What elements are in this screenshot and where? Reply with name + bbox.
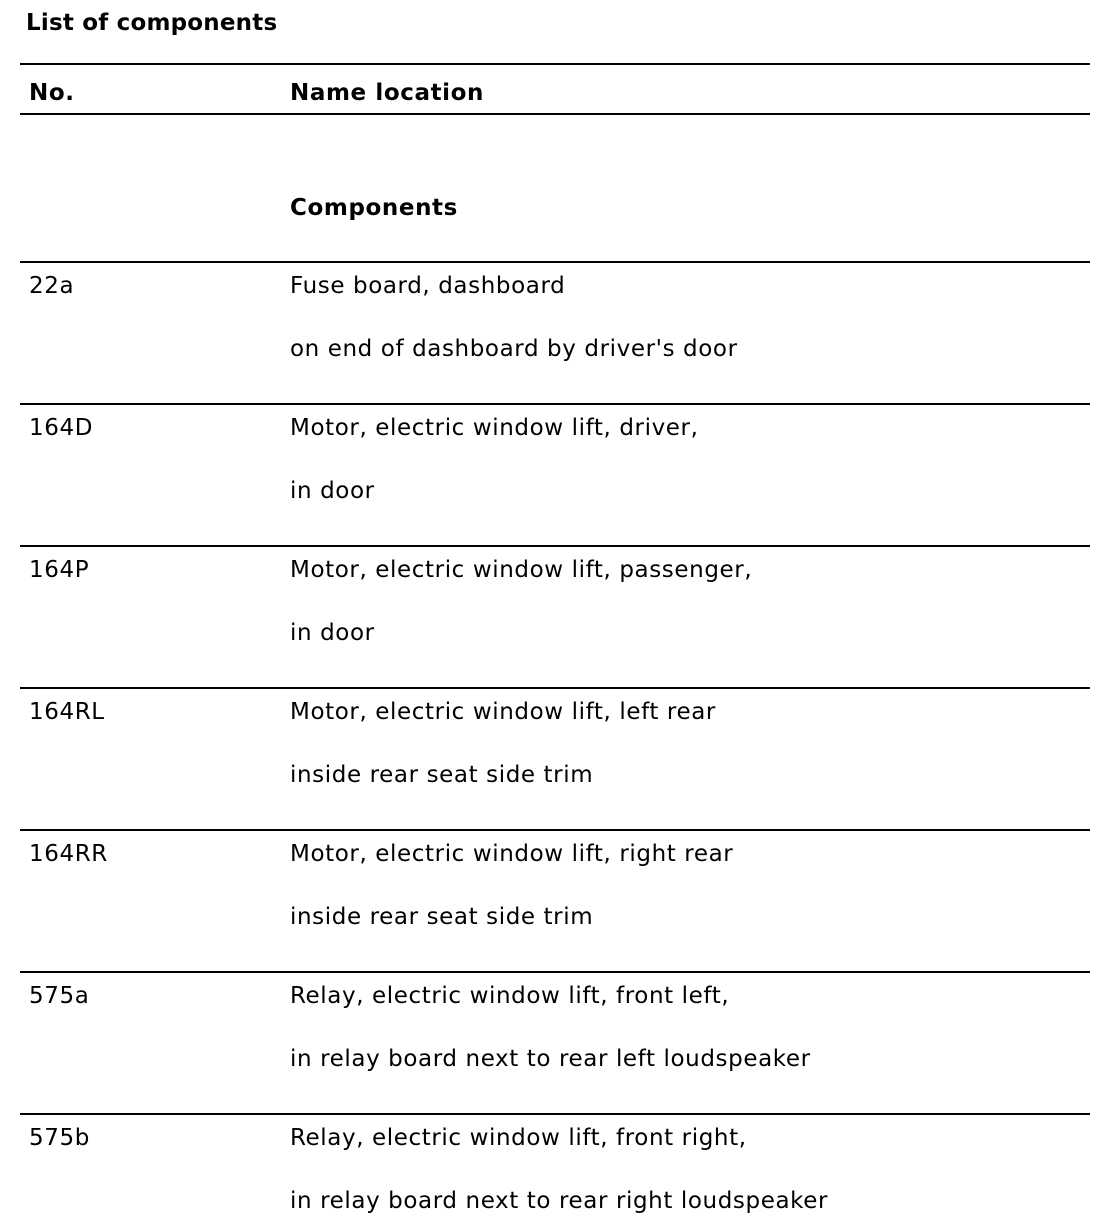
table-top-rule <box>20 63 1090 65</box>
component-location: in relay board next to rear right loudspeaker <box>290 1188 829 1214</box>
component-location: inside rear seat side trim <box>290 762 594 788</box>
table-row <box>20 1113 1090 1232</box>
column-header-name-location: Name location <box>290 80 485 106</box>
row-divider <box>20 971 1090 973</box>
row-divider <box>20 403 1090 405</box>
row-divider <box>20 545 1090 547</box>
component-number: 164D <box>29 415 94 441</box>
row-divider <box>20 687 1090 689</box>
section-label: Components <box>290 195 458 221</box>
component-name: Motor, electric window lift, right rear <box>290 841 734 867</box>
component-number: 164RL <box>29 699 105 725</box>
component-name: Relay, electric window lift, front right, <box>290 1125 747 1151</box>
component-number: 575a <box>29 983 90 1009</box>
table-row <box>20 971 1090 1113</box>
column-header-no: No. <box>29 80 75 106</box>
component-location: in door <box>290 478 375 504</box>
table-row <box>20 829 1090 971</box>
component-name: Relay, electric window lift, front left, <box>290 983 730 1009</box>
component-location: in door <box>290 620 375 646</box>
component-location: in relay board next to rear left loudspeaker <box>290 1046 811 1072</box>
row-divider <box>20 261 1090 263</box>
component-location: inside rear seat side trim <box>290 904 594 930</box>
table-row <box>20 687 1090 829</box>
component-name: Motor, electric window lift, driver, <box>290 415 699 441</box>
component-location: on end of dashboard by driver's door <box>290 336 738 362</box>
component-name: Motor, electric window lift, passenger, <box>290 557 753 583</box>
page-title: List of components <box>26 10 278 36</box>
header-bottom-rule <box>20 113 1090 115</box>
component-name: Motor, electric window lift, left rear <box>290 699 716 725</box>
table-row <box>20 261 1090 403</box>
component-number: 164P <box>29 557 90 583</box>
row-divider <box>20 829 1090 831</box>
component-number: 22a <box>29 273 75 299</box>
component-number: 164RR <box>29 841 108 867</box>
row-divider <box>20 1113 1090 1115</box>
component-number: 575b <box>29 1125 90 1151</box>
table-row <box>20 545 1090 687</box>
table-row <box>20 403 1090 545</box>
component-name: Fuse board, dashboard <box>290 273 566 299</box>
